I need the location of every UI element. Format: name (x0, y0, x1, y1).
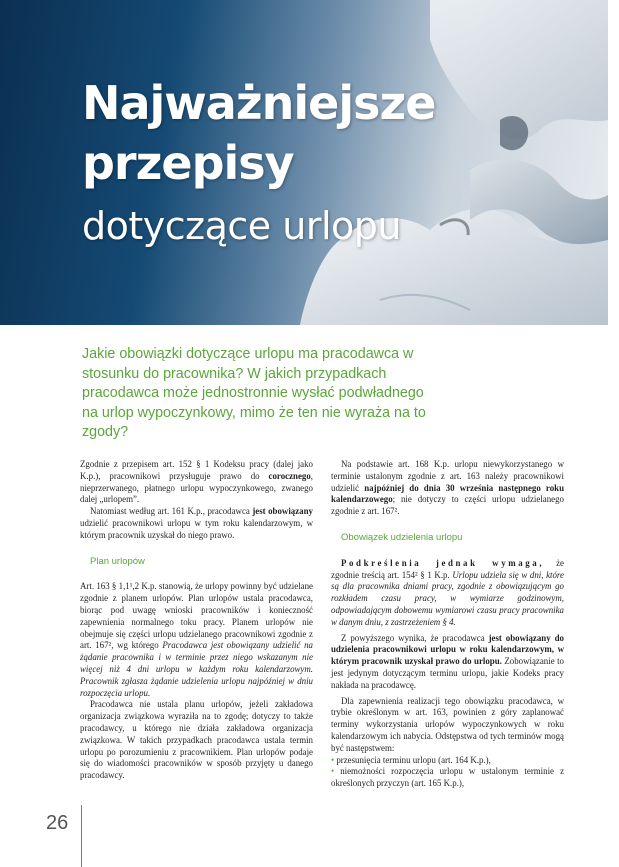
paragraph: Pracodawca nie ustala planu urlopów, jeżeli zakładowa organizacja związkowa wyraziła na to zgodę; dotyczy to także pracodawcy, u którego nie działa zakładowa organizacja związkowa. W takich przypadkach pracodawca ustala termin urlopu po porozumieniu z pracownikiem. Plan urlopów podaje się do wiadomości pracowników w sposób przyjęty u danego pracodawcy. (80, 699, 313, 781)
paragraph: Natomiast według art. 161 K.p., pracodawca jest obowiązany udzielić pracownikowi urlopu w tym roku kalendarzowym, w którym pracownik uzyskał do niego prawo. (80, 506, 313, 540)
title-line-2: przepisy (82, 136, 294, 190)
paragraph: Na podstawie art. 168 K.p. urlopu niewykorzystanego w terminie ustalonym zgodnie z art. 163 należy pracownikowi udzielić najpóźniej do dnia 30 września następnego roku kalendarzowego; nie dotyczy to części urlopu udzielanego zgodnie z art. 167². (331, 459, 565, 517)
paragraph: Zgodnie z przepisem art. 152 § 1 Kodeksu pracy (dalej jako K.p.), pracownikowi przysługuje prawo do corocznego, nieprzerwanego, płatnego urlopu wypoczynkowego, zwanego dalej „urlopem”. (80, 459, 313, 505)
title-line-1: Najważniejsze (82, 76, 436, 130)
footer-divider (81, 805, 82, 867)
page-number: 26 (46, 812, 69, 834)
column-right (331, 459, 564, 790)
paragraph: Dla zapewnienia realizacji tego obowiązku pracodawca, w trybie określonym w art. 163, powinien z góry zaplanować terminy wykorzystania urlopów wypoczynkowych w roku kalendarzowym ich nabycia. Odstępstwa od tych terminów mogą być następstwem: (331, 695, 564, 753)
lead-paragraph: Jakie obowiązki dotyczące urlopu ma pracodawca w stosunku do pracownika? W jakich przypadkach pracodawca może jednostronnie wysłać podwładnego na urlop wypoczynkowy, mimo że ten nie wyraża na to zgody? (82, 346, 426, 440)
column-left (80, 459, 313, 782)
section-heading-plan: Plan urlopów (90, 555, 145, 567)
title-line-3: dotyczące urlopu (82, 204, 401, 248)
section-heading-obligation: Obowiązek udzielenia urlopu (341, 531, 463, 543)
list-item: • przesunięcia terminu urlopu (art. 164 K.p.), (331, 754, 491, 765)
header-photo (0, 0, 608, 325)
list-item: • niemożności rozpoczęcia urlopu w ustalonym terminie z określonych przyczyn (art. 165 K.p.), (331, 766, 565, 789)
paragraph: Podkreślenia jednak wymaga, że zgodnie treścią art. 154² § 1 K.p. Urlopu udziela się w dni, które są dla pracownika dniami pracy, zgodnie z obowiązującym go rozkładem czasu pracy, w wymiarze godzinowym, odpowiadającym dobowemu wymiarowi czasu pracy pracownika w danym dniu, z zastrzeżeniem § 4. (331, 557, 564, 627)
bullet-list (331, 755, 564, 790)
paragraph: Art. 163 § 1,1¹,2 K.p. stanowią, że urlopy powinny być udzielane zgodnie z planem urlopów. Plan urlopów ustala pracodawca, biorąc pod uwagę wnioski pracowników i konieczność zapewnienia normalnego toku pracy. Planem urlopów nie obejmuje się części urlopu udzielanego pracownikowi zgodnie z art. 167², wg którego Pracodawca jest obowiązany udzielić na żądanie pracownika i w terminie przez niego wskazanym nie więcej niż 4 dni urlopu w każdym roku kalendarzowym. Pracownik zgłasza żądanie udzielenia urlopu najpóźniej w dniu rozpoczęcia urlopu. (80, 581, 313, 698)
paragraph: Z powyższego wynika, że pracodawca jest obowiązany do udzielenia pracownikowi urlopu w roku kalendarzowym, w którym pracownik uzyskał prawo do urlopu. Zobowiązanie to jest jedynym dotyczącym terminu urlopu, jakie Kodeks pracy nakłada na pracodawcę. (331, 632, 564, 690)
